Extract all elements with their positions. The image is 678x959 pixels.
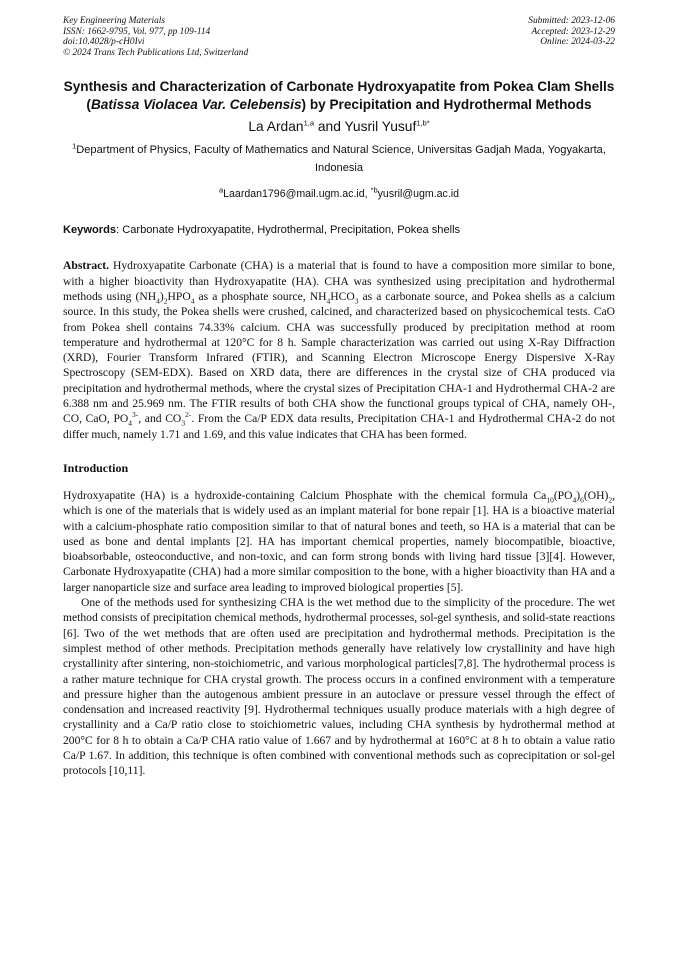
doi: doi:10.4028/p-cH0Ivi xyxy=(63,37,145,48)
introduction-body xyxy=(63,488,615,779)
journal-info xyxy=(63,16,248,58)
affiliation: $^1$Department of Physics, Faculty of Mathematics and Natural Science, Universitas Gadjah Mada, Yogyakarta, Indonesia xyxy=(72,141,606,175)
abstract-label: Abstract. xyxy=(63,259,110,273)
accepted-date: Accepted: 2023-12-29 xyxy=(531,26,615,37)
author-list: La Ardan$^{1,a}$ and Yusril Yusuf$^{1,b*}$ xyxy=(248,118,430,135)
species-name: Batissa Violacea Var. Celebensis xyxy=(90,96,302,112)
paragraph: One of the methods used for synthesizing CHA is the wet method due to the simplicity of the procedure. The wet method consists of precipitation chemical methods, hydrothermal processes, sol-gel synthesis, and solid-state reactions [6]. Two of the wet methods that are often used are precipitation and hydrothermal methods. Precipitation is the simplest method of other methods. Precipitation methods generally have relatively low crystallinity and have high crystallinity after sintering, non-stoichiometric, and various morphological particles[7,8]. The hydrothermal process is a rather mature technique for CHA crystal growth. The process occurs in a confined environment with a temperature and pressure higher than the autogenous ambient pressure in an autoclave or pressure vessel through the effect of condensation and increased reactivity [9]. Hydrothermal techniques usually produce materials with a high degree of crystallinity and a Ca/P ratio close to stoichiometric values, including CHA synthesis by hydrothermal method at 200°C for 8 h to obtain a Ca/P CHA ratio value of 1.667 and by hydrothermal at 160°C at 8 h to obtain a value ratio Ca/P 1.67. In addition, this technique is often combined with conventional methods such as coprecipitation or sol-gel protocols [10,11]. xyxy=(63,596,615,778)
copyright: © 2024 Trans Tech Publications Ltd, Switzerland xyxy=(63,47,249,58)
submitted-date: Submitted: 2023-12-06 xyxy=(528,16,615,26)
abstract: Abstract. Hydroxyapatite Carbonate (CHA) is a material that is found to have a composition more similar to bone, with a higher bioactivity than Hydroxyapatite (HA). CHA was synthesized using precipitation and hydrothermal methods using $(NH_4)_2HPO_4$ as a phosphate source, $NH_4HCO_3$ as a carbonate source, and Pokea shells as a calcium source. In this study, the Pokea shells were crushed, calcined, and characterized based on physicochemical tests. CaO from Pokea shell contains 74.33% calcium. CHA was successfully produced by precipitation method at room temperature and hydrothermal at 120°C for 8 h. Sample characterization was carried out using X-Ray Diffraction (XRD), Fourier Transform Infrared (FTIR), and Scanning Electron Microscope Energy Dispersive X-Ray Spectroscopy (SEM-EDX). Based on XRD data, there are differences in the crystal size of CHA produced via precipitation and hydrothermal methods, where the crystal sizes of Precipitation CHA-1 and Hydrothermal CHA-2 are 6.388 nm and 25.969 nm. The FTIR results of both CHA show the functional groups typical of CHA, namely OH-, CO, CaO, $PO_4^{3-}$, and $CO_3^{2-}$. From the Ca/P EDX data results, Precipitation CHA-1 and Hydrothermal CHA-2 do not differ much, namely 1.71 and 1.69, and this value indicates that CHA has been formed. xyxy=(63,259,615,441)
publication-header xyxy=(63,16,615,58)
paragraph: Hydroxyapatite (HA) is a hydroxide-containing Calcium Phosphate with the chemical formula $Ca_{10}(PO_4)_6(OH)_2$, which is one of the materials that is widely used as an implant material for bone repair [1]. HA is a bioactive material with a calcium-phosphate ratio composition similar to that of natural bones and teeth, so HA is a material that can be used as bone and dental implants [2]. HA has important chemical properties, namely biocompatible, bioactive, bioabsorbable, osteoconductive, and non-toxic, and can form strong bonds with living hard tissue [3][4]. However, Carbonate Hydroxyapatite (CHA) had a more similar composition to the bone, with a higher bioactivity than HA and a larger nanoparticle size and surface area leading to improved biological properties [5]. xyxy=(63,488,615,594)
online-date: Online: 2024-03-22 xyxy=(540,37,615,48)
paper-title: Synthesis and Characterization of Carbonate Hydroxyapatite from Pokea Clam Shells (Batissa Violacea Var. Celebensis) by Precipitation and Hydrothermal Methods xyxy=(63,79,615,112)
publication-dates xyxy=(528,16,615,58)
author-name: La Ardan xyxy=(248,119,304,135)
keywords: Keywords: Carbonate Hydroxyapatite, Hydrothermal, Precipitation, Pokea shells xyxy=(63,224,461,237)
journal-name: Key Engineering Materials xyxy=(63,16,166,26)
section-heading-introduction: Introduction xyxy=(63,460,129,475)
issn: ISSN: 1662-9795, Vol. 977, pp 109-114 xyxy=(63,26,211,37)
author-emails: $^a$Laardan1796@mail.ugm.ac.id, $^{*b}$yusril@ugm.ac.id xyxy=(218,185,460,201)
keywords-label: Keywords xyxy=(63,224,117,237)
author-name: Yusril Yusuf xyxy=(344,119,417,135)
